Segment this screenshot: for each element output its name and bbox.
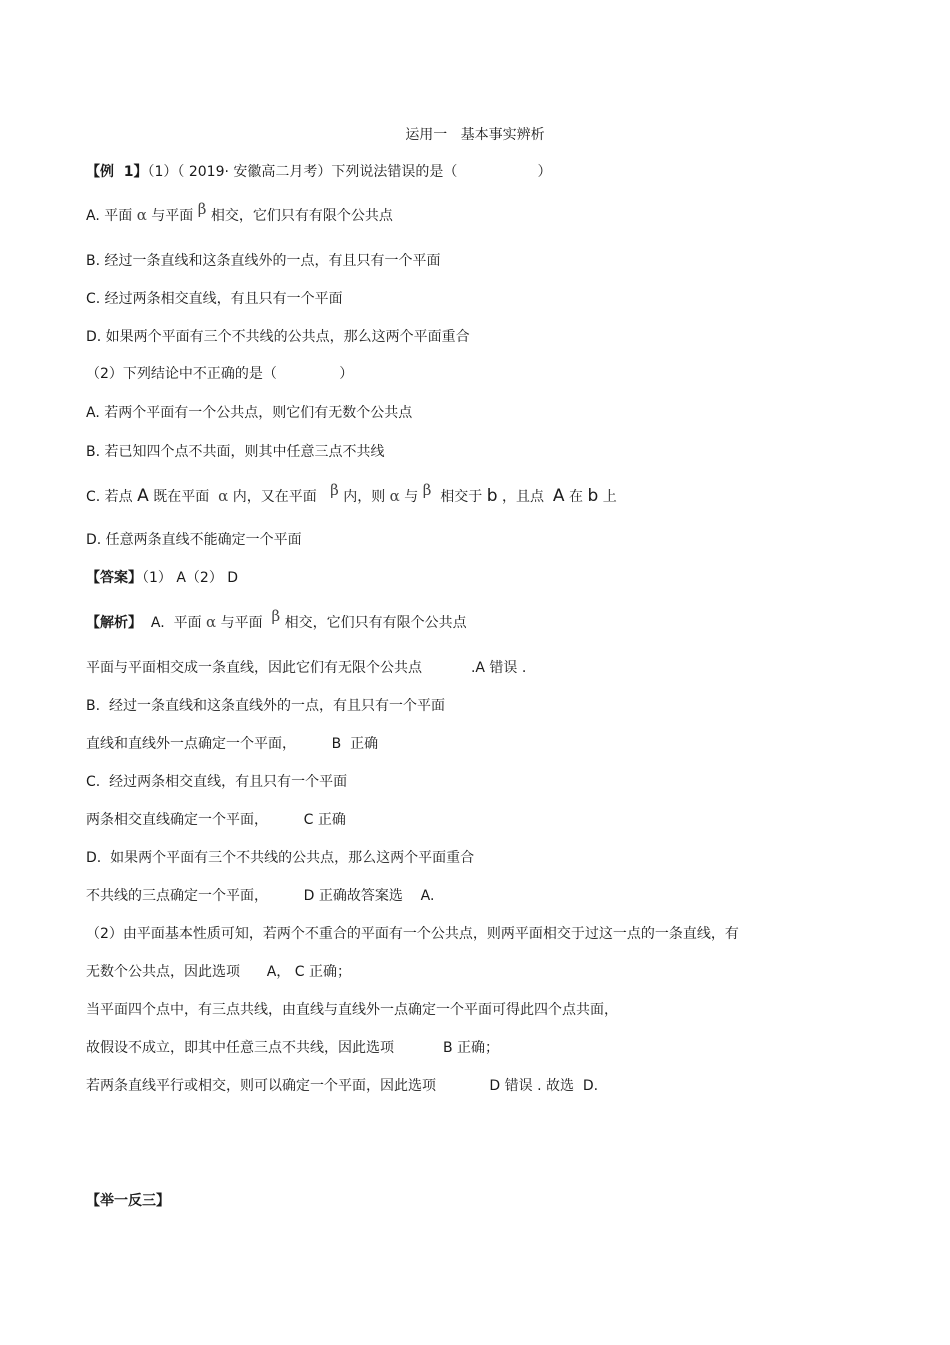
option-text: A. 平面	[86, 208, 137, 224]
analysis-line: 当平面四个点中，有三点共线，由直线与直线外一点确定一个平面可得此四个点共面，	[86, 1002, 618, 1018]
q1-option-b: B. 经过一条直线和这条直线外的一点，有且只有一个平面	[86, 253, 441, 269]
point-a: A	[137, 486, 149, 506]
line-b: b	[486, 486, 498, 506]
line-b: b	[587, 486, 599, 506]
example-question-1: （1）（ 2019· 安徽高二月考）下列说法错误的是（ ）	[147, 164, 552, 180]
option-text: ，且点	[497, 489, 553, 505]
q1-option-c: C. 经过两条相交直线，有且只有一个平面	[86, 291, 343, 307]
q1-option-d: D. 如果两个平面有三个不共线的公共点，那么这两个平面重合	[86, 329, 470, 345]
beta-symbol: β	[271, 607, 281, 625]
analysis-text: A. 平面	[142, 615, 207, 631]
practice-heading: 【举一反三】	[86, 1193, 170, 1209]
option-text: 上	[598, 489, 617, 505]
option-text: 既在平面	[148, 489, 219, 505]
alpha-symbol: α	[218, 487, 229, 505]
analysis-line: C. 经过两条相交直线，有且只有一个平面	[86, 774, 348, 790]
analysis-line: （2）由平面基本性质可知，若两个不重合的平面有一个公共点，则两平面相交于过这一点的一条直线，有	[86, 926, 739, 942]
alpha-symbol: α	[136, 206, 147, 224]
q2-option-d: D. 任意两条直线不能确定一个平面	[86, 532, 302, 548]
analysis-line: 不共线的三点确定一个平面， D 正确故答案选 A.	[86, 888, 435, 904]
answer-line	[86, 569, 238, 587]
alpha-symbol: α	[206, 613, 217, 631]
point-a: A	[552, 486, 565, 506]
analysis-line: 两条相交直线确定一个平面， C 正确	[86, 812, 346, 828]
option-text: 内，又在平面	[228, 489, 331, 505]
q2-option-a: A. 若两个平面有一个公共点，则它们有无数个公共点	[86, 405, 413, 421]
analysis-line: 若两条直线平行或相交，则可以确定一个平面，因此选项 D 错误 . 故选 D.	[86, 1078, 599, 1094]
option-text: 内，则	[338, 489, 390, 505]
analysis-text: 相交，它们只有有限个公共点	[280, 615, 467, 631]
question-2-header: （2）下列结论中不正确的是（ ）	[86, 366, 354, 382]
beta-symbol: β	[330, 481, 339, 499]
example-header	[86, 163, 552, 181]
option-text: 相交，它们只有有限个公共点	[206, 208, 393, 224]
q2-option-b: B. 若已知四个点不共面，则其中任意三点不共线	[86, 444, 385, 460]
q2-option-c	[86, 481, 617, 506]
example-label: 【例 1】	[86, 164, 148, 180]
analysis-line: 无数个公共点，因此选项 A， C 正确；	[86, 964, 351, 980]
analysis-line: B. 经过一条直线和这条直线外的一点，有且只有一个平面	[86, 698, 445, 714]
analysis-line: 直线和直线外一点确定一个平面， B 正确	[86, 736, 379, 752]
section-title: 运用一 基本事实辨析	[405, 127, 545, 143]
option-text: C. 若点	[86, 489, 138, 505]
analysis-header	[86, 607, 467, 632]
answer-label: 【答案】	[86, 570, 142, 586]
option-text: 与	[399, 489, 423, 505]
analysis-line: D. 如果两个平面有三个不共线的公共点，那么这两个平面重合	[86, 850, 475, 866]
analysis-line: 平面与平面相交成一条直线，因此它们有无限个公共点 .A 错误 .	[86, 660, 527, 676]
alpha-symbol: α	[389, 487, 400, 505]
option-text: 相交于	[431, 489, 487, 505]
option-text: 在	[564, 489, 588, 505]
beta-symbol: β	[422, 481, 432, 499]
analysis-text: 与平面	[216, 615, 272, 631]
q1-option-a	[86, 200, 393, 225]
analysis-label: 【解析】	[86, 615, 142, 631]
beta-symbol: β	[197, 200, 207, 218]
answer-text: （1） A（2） D	[142, 570, 239, 586]
analysis-line: 故假设不成立，即其中任意三点不共线，因此选项 B 正确；	[86, 1040, 500, 1056]
option-text: 与平面	[146, 208, 198, 224]
